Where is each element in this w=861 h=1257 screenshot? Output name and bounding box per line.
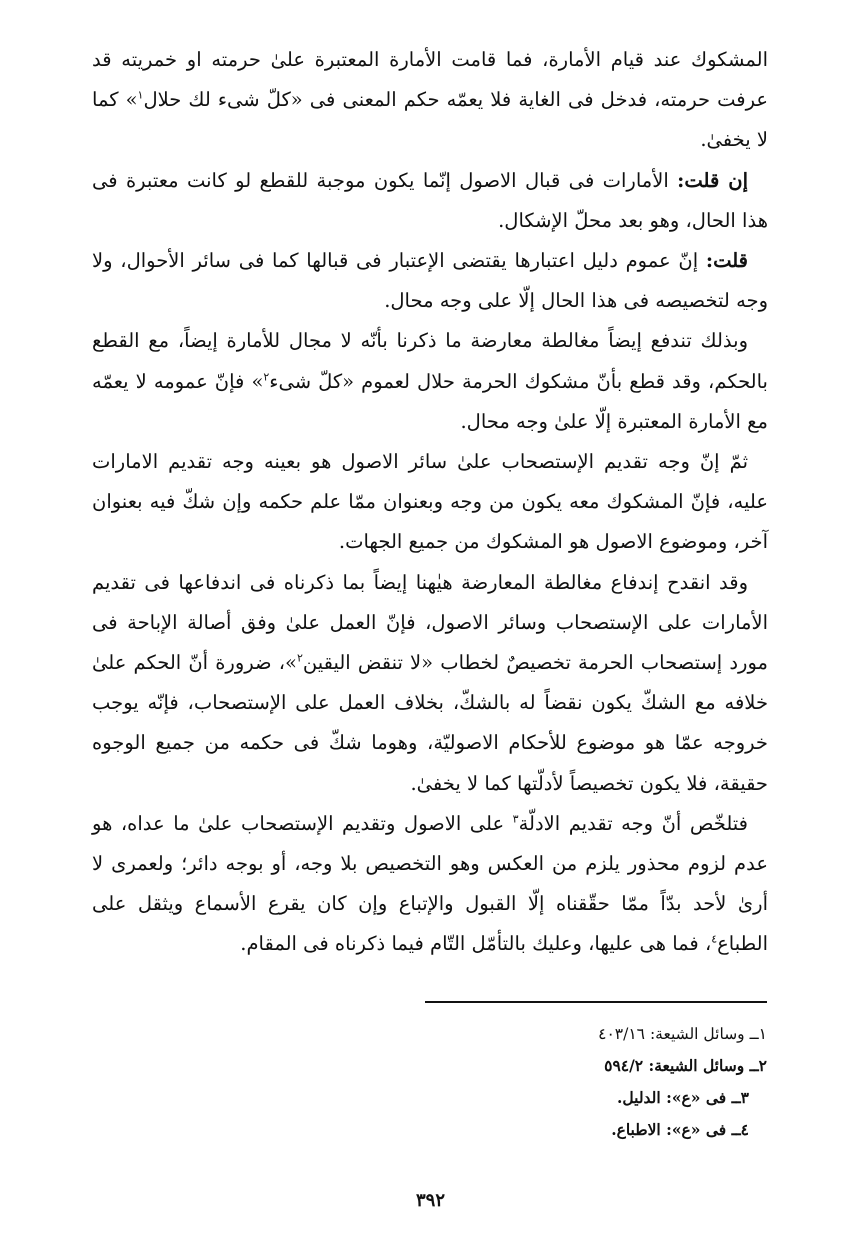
footnote-ref: ٤ <box>711 932 718 946</box>
paragraph-6 <box>92 563 768 804</box>
paragraph-text: فتلخّص أنّ وجه تقديم الادلّة <box>518 811 748 835</box>
paragraph-text: إنّ عموم دليل اعتبارها يقتضى الإعتبار فى قبالها كما فى سائر الأحوال، ولا وجه لتخصيصه فى هذا الحال إلّا على وجه محال. <box>92 249 768 313</box>
footnote-2: ٢ــ وسائل الشيعة: ٥٩٤/٢ <box>604 1056 767 1075</box>
paragraph-lead: قلت: <box>705 249 748 273</box>
paragraph-text: وقد انقدح إندفاع مغالطة المعارضة هيٰهنا إيضاً بما ذكرناه فى اندفاعها فى تقديم الأمارات على الإستصحاب وسائر الاصول، فإنّ العمل علىٰ وفق أصالة الإباحة فى مورد إستصحاب الحرمة تخصيصٌ لخطاب «لا تنقض اليقين <box>92 570 768 675</box>
paragraph-text-end: ، فما هى عليها، وعليك بالتأمّل التّام فيما ذكرناه فى المقام. <box>240 932 712 956</box>
paragraph-text: المشكوك عند قيام الأمارة، فما قامت الأمارة المعتبرة علىٰ حرمته او خمريته قد عرفت حرمته، فدخل فى الغاية فلا يعمّه حكم المعنى فى «كلّ شىء لك حلال <box>92 48 768 112</box>
paragraph-lead: إن قلت: <box>677 168 748 192</box>
paragraph-text-tail: على الاصول وتقديم الإستصحاب علىٰ ما عداه، هو عدم لزوم محذور يلزم من العكس وهو التخصيص بلا وجه، أو بوجه دائر؛ ولعمرى لا أرىٰ لأحد بدّاً ممّا حقّقناه إلّا القبول والإتباع وإن كان يقرع الأسماع ويثقل على الطباع <box>92 811 768 956</box>
footnote-ref: ٢ <box>263 370 270 384</box>
paragraph-3 <box>92 241 768 321</box>
footnote-ref: ٣ <box>512 812 519 826</box>
paragraph-2 <box>92 161 768 241</box>
paragraph-text: وبذلك تندفع إيضاً مغالطة معارضة ما ذكرنا بأنّه لا مجال للأمارة إيضاً، مع القطع بالحكم، وقد قطع بأنّ مشكوك الحرمة حلال لعموم «كلّ شىء <box>92 329 768 393</box>
footnote-1: ١ــ وسائل الشيعة: ٤٠٣/١٦ <box>598 1025 767 1043</box>
footnotes <box>347 1018 767 1146</box>
paragraph-text: ثمّ إنّ وجه تقديم الإستصحاب علىٰ سائر الاصول هو بعينه وجه تقديم الامارات عليه، فإنّ المشكوك معه يكون من وجه وبعنوان ممّا علم حكمه وإن شكّ فيه بعنوان آخر، وموضوع الاصول هو المشكوك من جميع الجهات. <box>92 450 768 554</box>
footnote-3: ٣ــ فى «ع»: الدليل. <box>617 1088 749 1107</box>
paragraph-4 <box>92 321 768 442</box>
page-number: ٣٩٢ <box>415 1190 445 1211</box>
footnote-ref: ٢ <box>296 651 303 665</box>
footnote-4: ٤ــ فى «ع»: الاطباع. <box>611 1120 749 1139</box>
main-text <box>92 40 768 965</box>
paragraph-text: الأمارات فى قبال الاصول إنّما يكون موجبة للقطع لو كانت معتبرة فى هذا الحال، وهو بعد محلّ الإشكال. <box>92 168 768 232</box>
paragraph-1 <box>92 40 768 161</box>
footnote-separator <box>425 1001 767 1003</box>
footnote-ref: ١ <box>137 88 144 102</box>
paragraph-text-tail: »، ضرورة أنّ الحكم علىٰ خلافه مع الشكّ يكون نقضاً له بالشكّ، بخلاف العمل على الإستصحاب، فإنّه يوجب خروجه عمّا هو موضوع للأحكام الاصوليّة، وهوما شكّ فى حكمه من جميع الوجوه حقيقة، فلا يكون تخصيصاً لأدلّتها كما لا يخفىٰ. <box>92 651 768 795</box>
paragraph-7 <box>92 804 768 965</box>
paragraph-text-tail: » فإنّ عمومه لا يعمّه مع الأمارة المعتبرة إلّا علىٰ وجه محال. <box>92 369 768 433</box>
paragraph-5 <box>92 442 768 563</box>
paragraph-text-tail: » كما لا يخفىٰ. <box>92 88 768 152</box>
